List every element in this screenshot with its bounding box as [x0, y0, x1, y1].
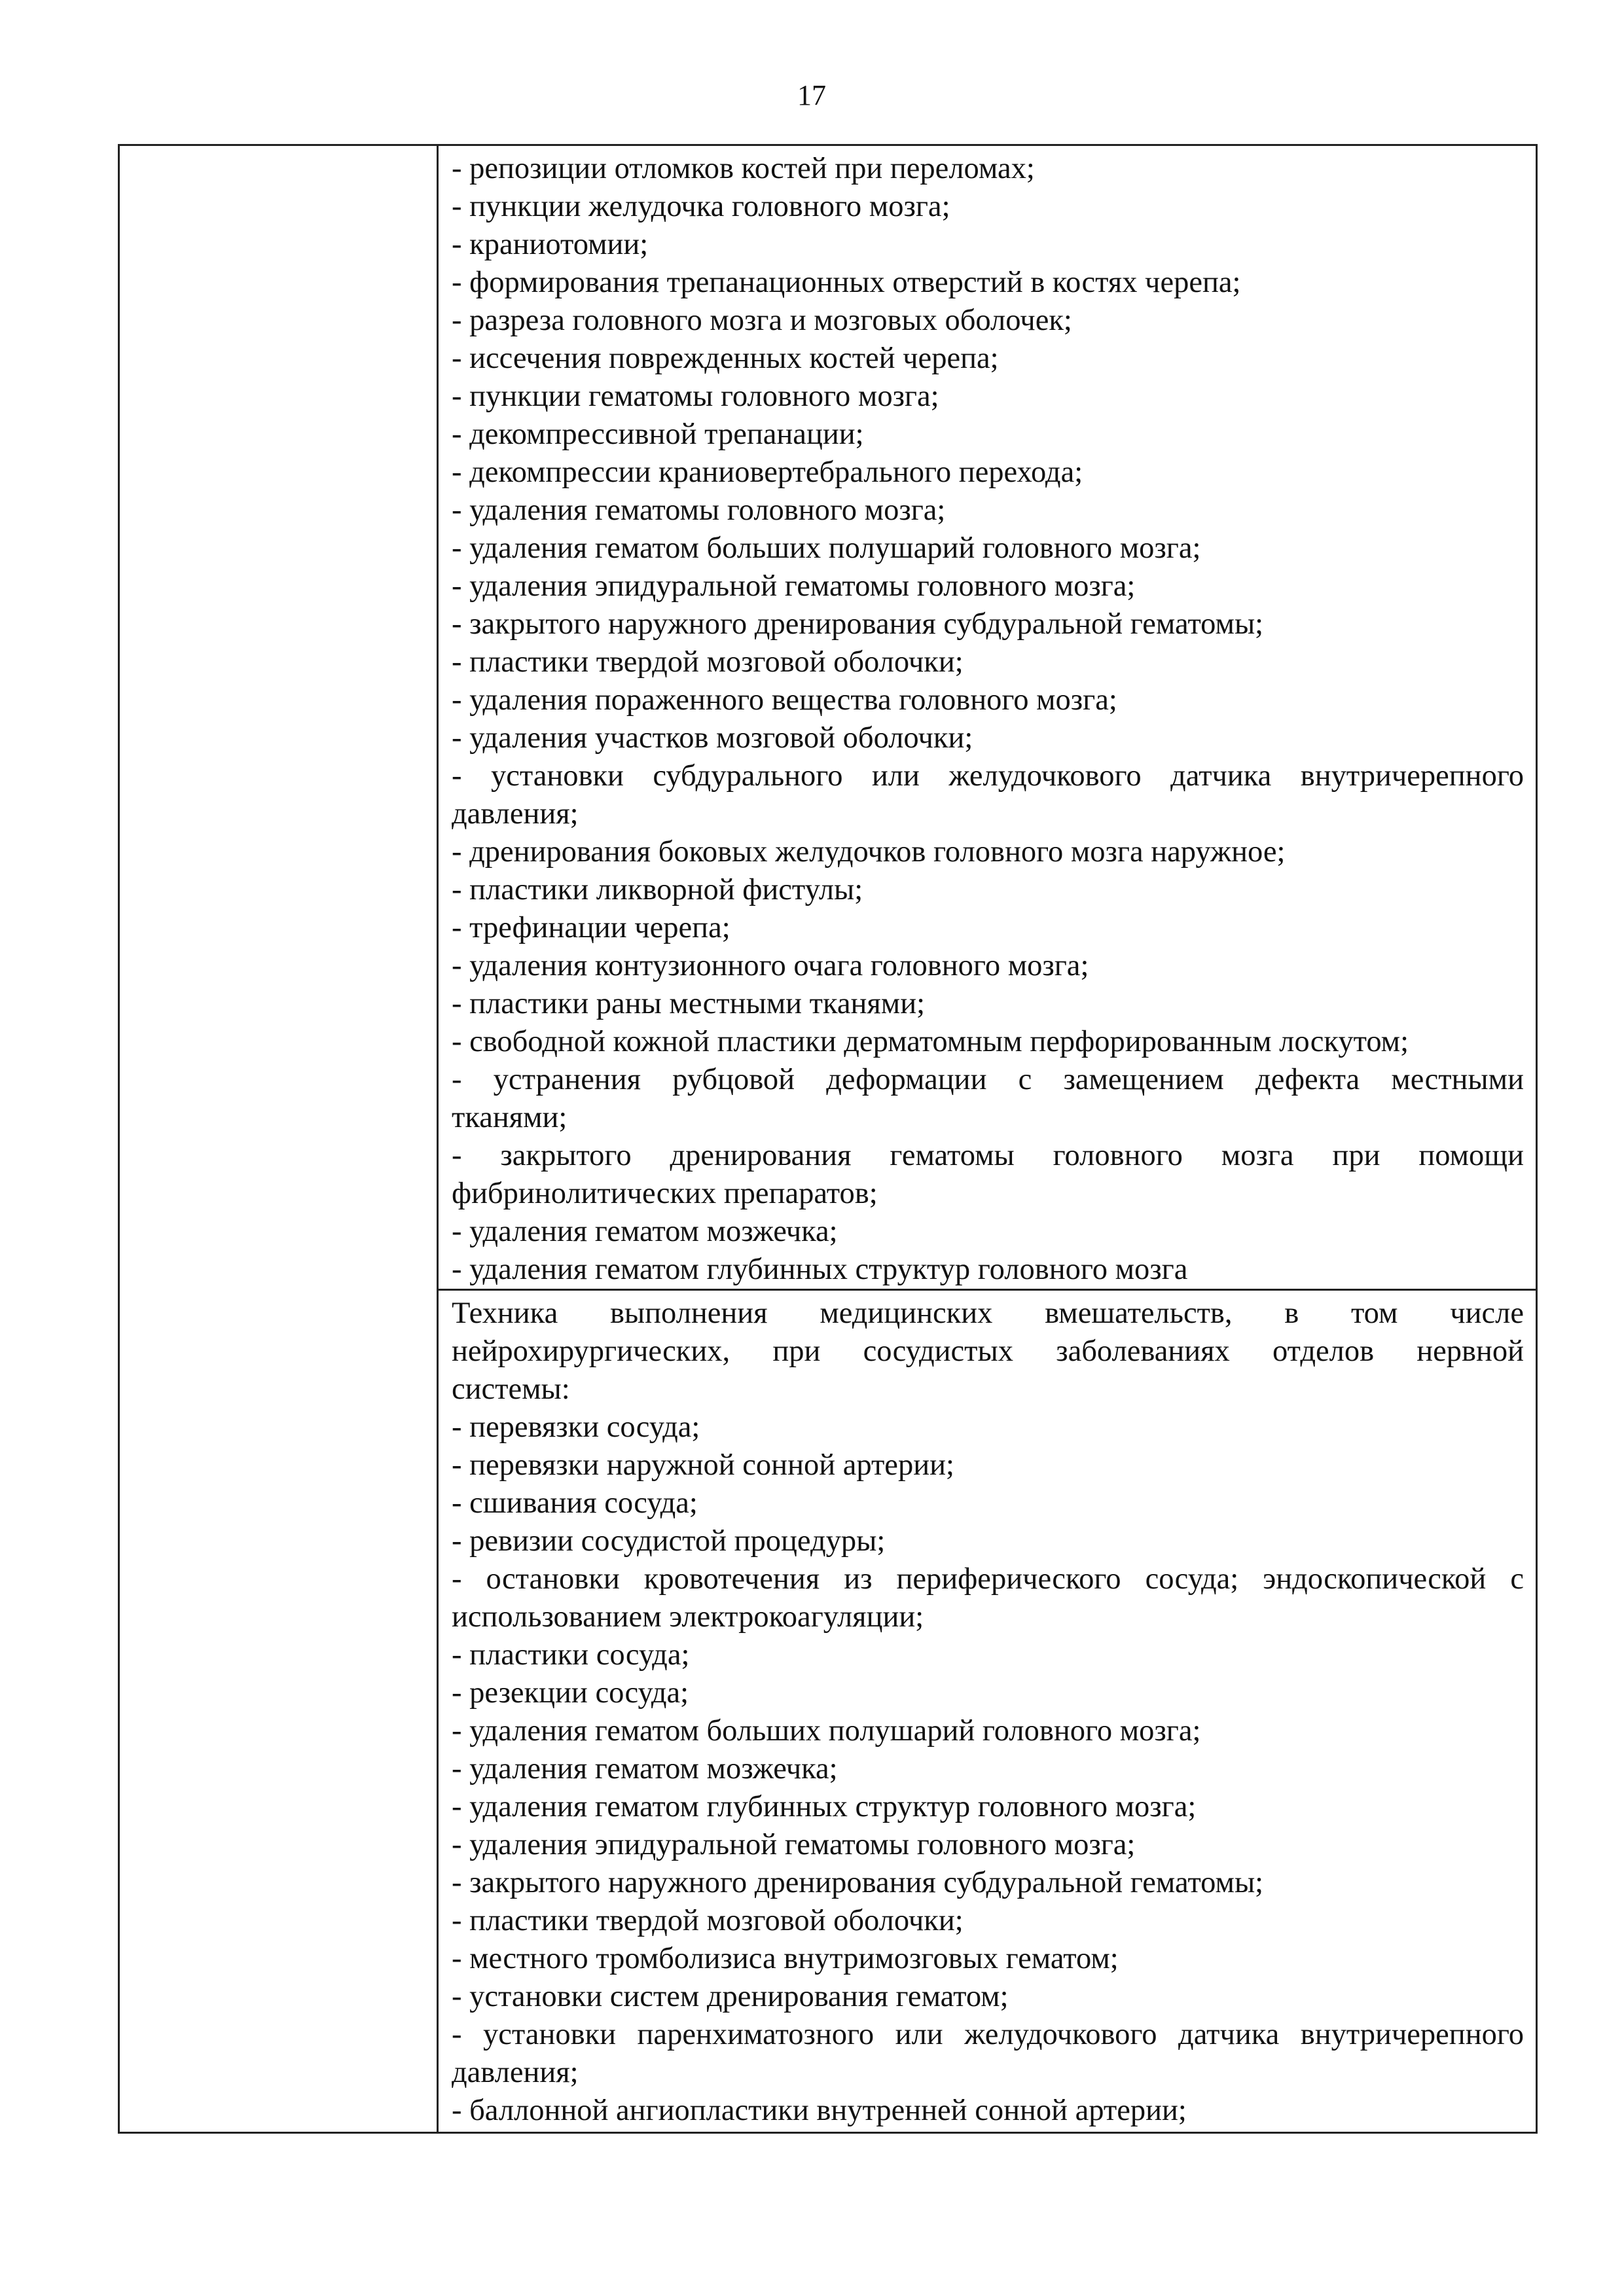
- text-line: - удаления гематом больших полушарий головного мозга;: [452, 1714, 1201, 1748]
- text-line: - удаления гематомы головного мозга;: [452, 493, 946, 527]
- text-line: - установки субдурального или желудочкового датчика внутричерепного: [452, 759, 1524, 793]
- text-line: - краниотомии;: [452, 228, 649, 261]
- text-line: тканями;: [452, 1101, 568, 1134]
- text-line: - удаления эпидуральной гематомы головного мозга;: [452, 1828, 1136, 1861]
- text-line: - закрытого наружного дренирования субдуральной гематомы;: [452, 607, 1264, 641]
- text-line: - удаления гематом глубинных структур головного мозга;: [452, 1790, 1197, 1823]
- text-line: - формирования трепанационных отверстий в костях черепа;: [452, 266, 1241, 299]
- text-line: - пластики твердой мозговой оболочки;: [452, 1904, 964, 1937]
- table-row-1: [439, 146, 1536, 1291]
- text-line: - перевязки наружной сонной артерии;: [452, 1448, 954, 1482]
- text-line: фибринолитических препаратов;: [452, 1177, 878, 1210]
- text-line: - пластики сосуда;: [452, 1638, 690, 1672]
- text-line: - разреза головного мозга и мозговых оболочек;: [452, 304, 1072, 337]
- text-line: - удаления гематом мозжечка;: [452, 1752, 838, 1785]
- text-line: - трефинации черепа;: [452, 911, 731, 944]
- text-line: системы:: [452, 1372, 570, 1406]
- text-line: Техника выполнения медицинских вмешательств, в том числе: [452, 1297, 1524, 1330]
- text-line: - пластики раны местными тканями;: [452, 987, 926, 1020]
- text-line: - пластики твердой мозговой оболочки;: [452, 645, 964, 679]
- text-line: - удаления гематом глубинных структур головного мозга: [452, 1253, 1188, 1286]
- text-line: - удаления гематом мозжечка;: [452, 1215, 838, 1248]
- text-line: использованием электрокоагуляции;: [452, 1600, 924, 1634]
- text-line: - пластики ликворной фистулы;: [452, 873, 863, 906]
- procedures-table: [118, 144, 1538, 2134]
- page-number: 17: [797, 79, 826, 111]
- text-line: - свободной кожной пластики дерматомным перфорированным лоскутом;: [452, 1025, 1409, 1058]
- text-line: - остановки кровотечения из периферического сосуда; эндоскопической с: [452, 1562, 1524, 1596]
- text-line: - декомпрессивной трепанации;: [452, 418, 864, 451]
- text-line: - репозиции отломков костей при переломах;: [452, 152, 1035, 185]
- text-line: - установки паренхиматозного или желудочкового датчика внутричерепного: [452, 2018, 1524, 2051]
- text-line: - декомпрессии краниовертебрального перехода;: [452, 456, 1083, 489]
- text-line: - устранения рубцовой деформации с замещением дефекта местными: [452, 1063, 1524, 1096]
- text-line: - пункции гематомы головного мозга;: [452, 380, 939, 413]
- text-line: - удаления эпидуральной гематомы головного мозга;: [452, 569, 1136, 603]
- text-line: - баллонной ангиопластики внутренней сонной артерии;: [452, 2094, 1187, 2127]
- text-line: - перевязки сосуда;: [452, 1410, 700, 1444]
- text-line: - удаления контузионного очага головного мозга;: [452, 949, 1089, 982]
- text-line: - пункции желудочка головного мозга;: [452, 190, 950, 223]
- text-line: - иссечения поврежденных костей черепа;: [452, 342, 999, 375]
- text-line: - удаления пораженного вещества головного мозга;: [452, 683, 1117, 717]
- table-left-column: [120, 146, 439, 2132]
- text-line: - местного тромболизиса внутримозговых гематом;: [452, 1942, 1119, 1975]
- text-line: давления;: [452, 797, 579, 831]
- text-line: - удаления гематом больших полушарий головного мозга;: [452, 531, 1201, 565]
- text-line: - закрытого дренирования гематомы головного мозга при помощи: [452, 1139, 1524, 1172]
- text-line: - удаления участков мозговой оболочки;: [452, 721, 973, 755]
- text-line: давления;: [452, 2056, 579, 2089]
- text-line: - ревизии сосудистой процедуры;: [452, 1524, 886, 1558]
- text-line: - установки систем дренирования гематом;: [452, 1980, 1009, 2013]
- text-line: - закрытого наружного дренирования субдуральной гематомы;: [452, 1866, 1264, 1899]
- table-row-2: [439, 1291, 1536, 2132]
- text-line: - сшивания сосуда;: [452, 1486, 698, 1520]
- text-line: - дренирования боковых желудочков головного мозга наружное;: [452, 835, 1286, 869]
- text-line: нейрохирургических, при сосудистых заболеваниях отделов нервной: [452, 1335, 1524, 1368]
- text-line: - резекции сосуда;: [452, 1676, 689, 1710]
